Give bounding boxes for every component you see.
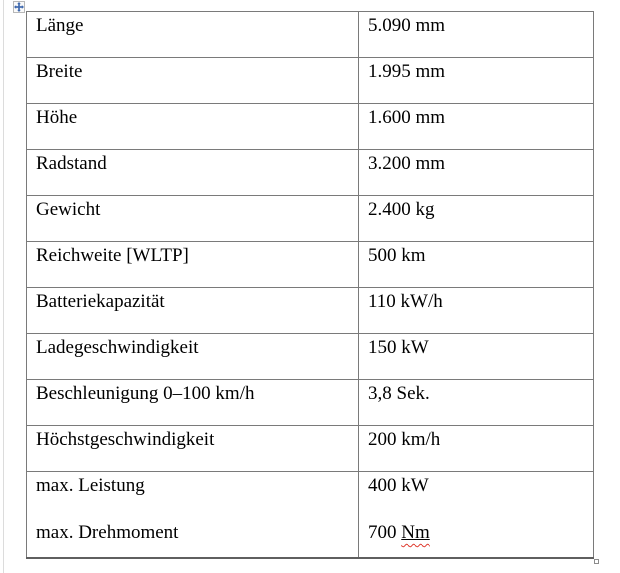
spec-value <box>368 522 585 544</box>
spec-value: 2.400 kg <box>368 199 435 220</box>
table-row <box>27 196 594 242</box>
spec-label-cell[interactable] <box>27 242 359 288</box>
spec-value: 3,8 Sek. <box>368 383 430 404</box>
spec-value-cell[interactable] <box>359 104 594 150</box>
table-row <box>27 12 594 58</box>
spec-value: 1.600 mm <box>368 107 446 128</box>
spec-value-cell[interactable] <box>359 242 594 288</box>
spec-value-cell[interactable] <box>359 472 594 558</box>
spec-value: 5.090 mm <box>368 15 446 36</box>
table-row <box>27 242 594 288</box>
spec-value-unit-misspelled: Nm <box>401 522 430 543</box>
spec-label-cell[interactable] <box>27 288 359 334</box>
table-row <box>27 58 594 104</box>
spec-value-number: 700 <box>368 522 402 543</box>
spec-value-cell[interactable] <box>359 426 594 472</box>
table-row <box>27 472 594 558</box>
spec-value-cell[interactable] <box>359 334 594 380</box>
spec-label: Reichweite [WLTP] <box>36 245 189 266</box>
spec-value: 200 km/h <box>368 429 441 450</box>
spec-value: 400 kW <box>368 475 429 496</box>
spec-label: Höhe <box>36 107 78 128</box>
spec-label: Beschleunigung 0–100 km/h <box>36 383 255 404</box>
page-edge-line <box>3 0 4 573</box>
spec-value-cell[interactable] <box>359 58 594 104</box>
table-row <box>27 426 594 472</box>
spec-label: Länge <box>36 15 84 36</box>
spec-value-cell[interactable] <box>359 380 594 426</box>
spec-value: 150 kW <box>368 337 429 358</box>
spec-label: Höchstgeschwindigkeit <box>36 429 215 450</box>
spec-value-cell[interactable] <box>359 196 594 242</box>
spec-label: Ladegeschwindigkeit <box>36 337 199 358</box>
spec-label-cell[interactable] <box>27 472 359 558</box>
spec-label-cell[interactable] <box>27 196 359 242</box>
spec-label-cell[interactable] <box>27 380 359 426</box>
spec-label: Gewicht <box>36 199 101 220</box>
spec-value: 1.995 mm <box>368 61 446 82</box>
spec-value: 500 km <box>368 245 426 266</box>
spec-label-cell[interactable] <box>27 150 359 196</box>
spec-value-cell[interactable] <box>359 288 594 334</box>
spec-value-cell[interactable] <box>359 12 594 58</box>
spec-label-cell[interactable] <box>27 426 359 472</box>
table-row <box>27 150 594 196</box>
spec-label: Breite <box>36 61 83 82</box>
table-row <box>27 288 594 334</box>
table-resize-handle[interactable] <box>594 559 599 564</box>
spec-value: 110 kW/h <box>368 291 443 312</box>
move-arrows-icon <box>14 2 24 12</box>
spec-label-cell[interactable] <box>27 334 359 380</box>
specs-table <box>26 11 594 559</box>
spec-label: max. Leistung <box>36 475 145 496</box>
table-row <box>27 380 594 426</box>
spec-label-cell[interactable] <box>27 58 359 104</box>
table-row <box>27 104 594 150</box>
table-row <box>27 334 594 380</box>
table-move-handle[interactable] <box>13 1 25 13</box>
spec-label: Radstand <box>36 153 107 174</box>
spec-label: Batteriekapazität <box>36 291 165 312</box>
spec-value: 3.200 mm <box>368 153 446 174</box>
spec-label-cell[interactable] <box>27 12 359 58</box>
spec-value-cell[interactable] <box>359 150 594 196</box>
spec-label: max. Drehmoment <box>36 522 179 543</box>
spec-label-cell[interactable] <box>27 104 359 150</box>
